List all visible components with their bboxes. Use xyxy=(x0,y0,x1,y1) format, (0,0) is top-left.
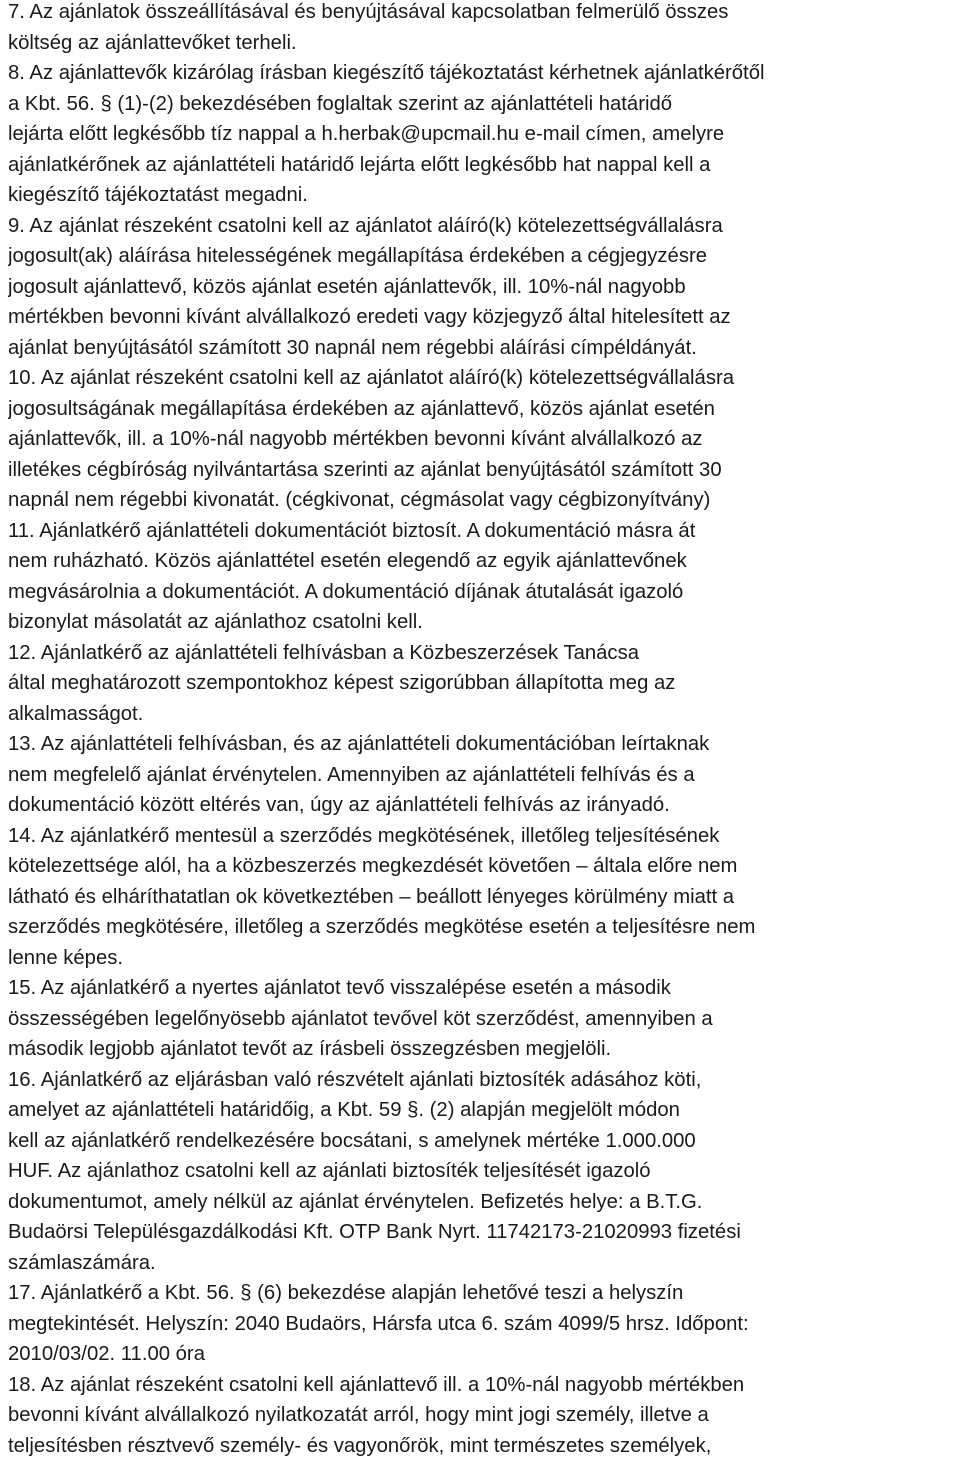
text-line: látható és elháríthatatlan ok következtében – beállott lényeges körülmény miatt a xyxy=(8,885,735,908)
text-line: számlaszámára. xyxy=(8,1251,156,1274)
text-line: 16. Ajánlatkérő az eljárásban való részvételt ajánlati biztosíték adásához köti, xyxy=(8,1068,702,1091)
text-line: a Kbt. 56. § (1)-(2) bekezdésében foglaltak szerint az ajánlattételi határidő xyxy=(8,92,673,115)
text-line: megtekintését. Helyszín: 2040 Budaörs, Hársfa utca 6. szám 4099/5 hrsz. Időpont: xyxy=(8,1312,749,1335)
text-line: 8. Az ajánlattevők kizárólag írásban kiegészítő tájékoztatást kérhetnek ajánlatkérőtől xyxy=(8,62,765,84)
text-line: dokumentáció között eltérés van, úgy az ajánlattételi felhívás az irányadó. xyxy=(8,794,670,816)
text-line: illetékes cégbíróság nyilvántartása szerinti az ajánlat benyújtásától számított 30 xyxy=(8,458,722,481)
text-line: 14. Az ajánlatkérő mentesül a szerződés megkötésének, illetőleg teljesítésének xyxy=(8,824,720,847)
text-line: lenne képes. xyxy=(8,946,124,969)
text-line: dokumentumot, amely nélkül az ajánlat érvénytelen. Befizetés helye: a B.T.G. xyxy=(8,1190,703,1213)
text-line: teljesítésben résztvevő személy- és vagyonőrök, mint természetes személyek, xyxy=(8,1434,712,1457)
text-line: 10. Az ajánlat részeként csatolni kell az ajánlatot aláíró(k) kötelezettségvállalásra xyxy=(8,367,735,389)
text-line: ajánlatkérőnek az ajánlattételi határidő lejárta előtt legkésőbb hat nappal kell a xyxy=(8,153,711,176)
text-line: második legjobb ajánlatot tevőt az írásbeli összegzésben megjelöli. xyxy=(8,1038,612,1060)
text-line: jogosult(ak) aláírása hitelességének megállapítása érdekében a cégjegyzésre xyxy=(8,245,707,267)
text-line: 2010/03/02. 11.00 óra xyxy=(8,1343,205,1365)
text-line: nem ruházható. Közös ajánlattétel esetén elegendő az egyik ajánlattevőnek xyxy=(8,550,687,572)
text-line: bizonylat másolatát az ajánlathoz csatolni kell. xyxy=(8,611,423,633)
document-page xyxy=(8,0,956,1464)
text-line: nem megfelelő ajánlat érvénytelen. Amennyiben az ajánlattételi felhívás és a xyxy=(8,763,695,786)
text-line: amelyet az ajánlattételi határidőig, a Kbt. 59 §. (2) alapján megjelölt módon xyxy=(8,1099,680,1121)
text-line: összességében legelőnyösebb ajánlatot tevővel köt szerződést, amennyiben a xyxy=(8,1007,713,1030)
text-line: kell az ajánlatkérő rendelkezésére bocsátani, s amelynek mértéke 1.000.000 xyxy=(8,1129,696,1152)
text-line: 7. Az ajánlatok összeállításával és benyújtásával kapcsolatban felmerülő összes xyxy=(8,1,729,23)
text-line: szerződés megkötésére, illetőleg a szerződés megkötése esetén a teljesítésre nem xyxy=(8,916,756,938)
text-line: HUF. Az ajánlathoz csatolni kell az ajánlati biztosíték teljesítését igazoló xyxy=(8,1160,651,1182)
text-line: mértékben bevonni kívánt alvállalkozó eredeti vagy közjegyző által hitelesített az xyxy=(8,306,731,328)
text-line: 11. Ajánlatkérő ajánlattételi dokumentációt biztosít. A dokumentáció másra át xyxy=(8,519,696,542)
text-line: 9. Az ajánlat részeként csatolni kell az ajánlatot aláíró(k) kötelezettségvállalásra xyxy=(8,214,723,237)
text-line: jogosultságának megállapítása érdekében az ajánlattevő, közös ajánlat esetén xyxy=(8,397,715,420)
text-line: ajánlat benyújtásától számított 30 napnál nem régebbi aláírási címpéldányát. xyxy=(8,336,697,359)
text-line: Budaörsi Településgazdálkodási Kft. OTP Bank Nyrt. 11742173-21020993 fizetési xyxy=(8,1221,741,1243)
text-line: költség az ajánlattevőket terheli. xyxy=(8,31,297,54)
text-line: ajánlattevők, ill. a 10%-nál nagyobb mértékben bevonni kívánt alvállalkozó az xyxy=(8,428,703,450)
text-line: 15. Az ajánlatkérő a nyertes ajánlatot tevő visszalépése esetén a második xyxy=(8,977,671,999)
text-line: 12. Ajánlatkérő az ajánlattételi felhívásban a Közbeszerzések Tanácsa xyxy=(8,641,639,664)
text-line: napnál nem régebbi kivonatát. (cégkivonat, cégmásolat vagy cégbizonyítvány) xyxy=(8,489,711,511)
text-line: által meghatározott szempontokhoz képest szigorúbban állapította meg az xyxy=(8,672,676,694)
text-line: alkalmasságot. xyxy=(8,702,144,725)
text-line: kötelezettsége alól, ha a közbeszerzés megkezdését követően – általa előre nem xyxy=(8,855,738,877)
text-line: lejárta előtt legkésőbb tíz nappal a h.herbak@upcmail.hu e-mail címen, amelyre xyxy=(8,123,725,145)
text-line: megvásárolnia a dokumentációt. A dokumentáció díjának átutalását igazoló xyxy=(8,580,684,603)
text-line: 13. Az ajánlattételi felhívásban, és az ajánlattételi dokumentációban leírtaknak xyxy=(8,733,710,755)
text-line: bevonni kívánt alvállalkozó nyilatkozatát arról, hogy mint jogi személy, illetve a xyxy=(8,1404,709,1426)
text-line: jogosult ajánlattevő, közös ajánlat esetén ajánlattevők, ill. 10%-nál nagyobb xyxy=(8,275,686,298)
text-line: 17. Ajánlatkérő a Kbt. 56. § (6) bekezdése alapján lehetővé teszi a helyszín xyxy=(8,1282,684,1304)
text-line: 18. Az ajánlat részeként csatolni kell ajánlattevő ill. a 10%-nál nagyobb mértékben xyxy=(8,1373,745,1396)
text-line: kiegészítő tájékoztatást megadni. xyxy=(8,184,308,206)
